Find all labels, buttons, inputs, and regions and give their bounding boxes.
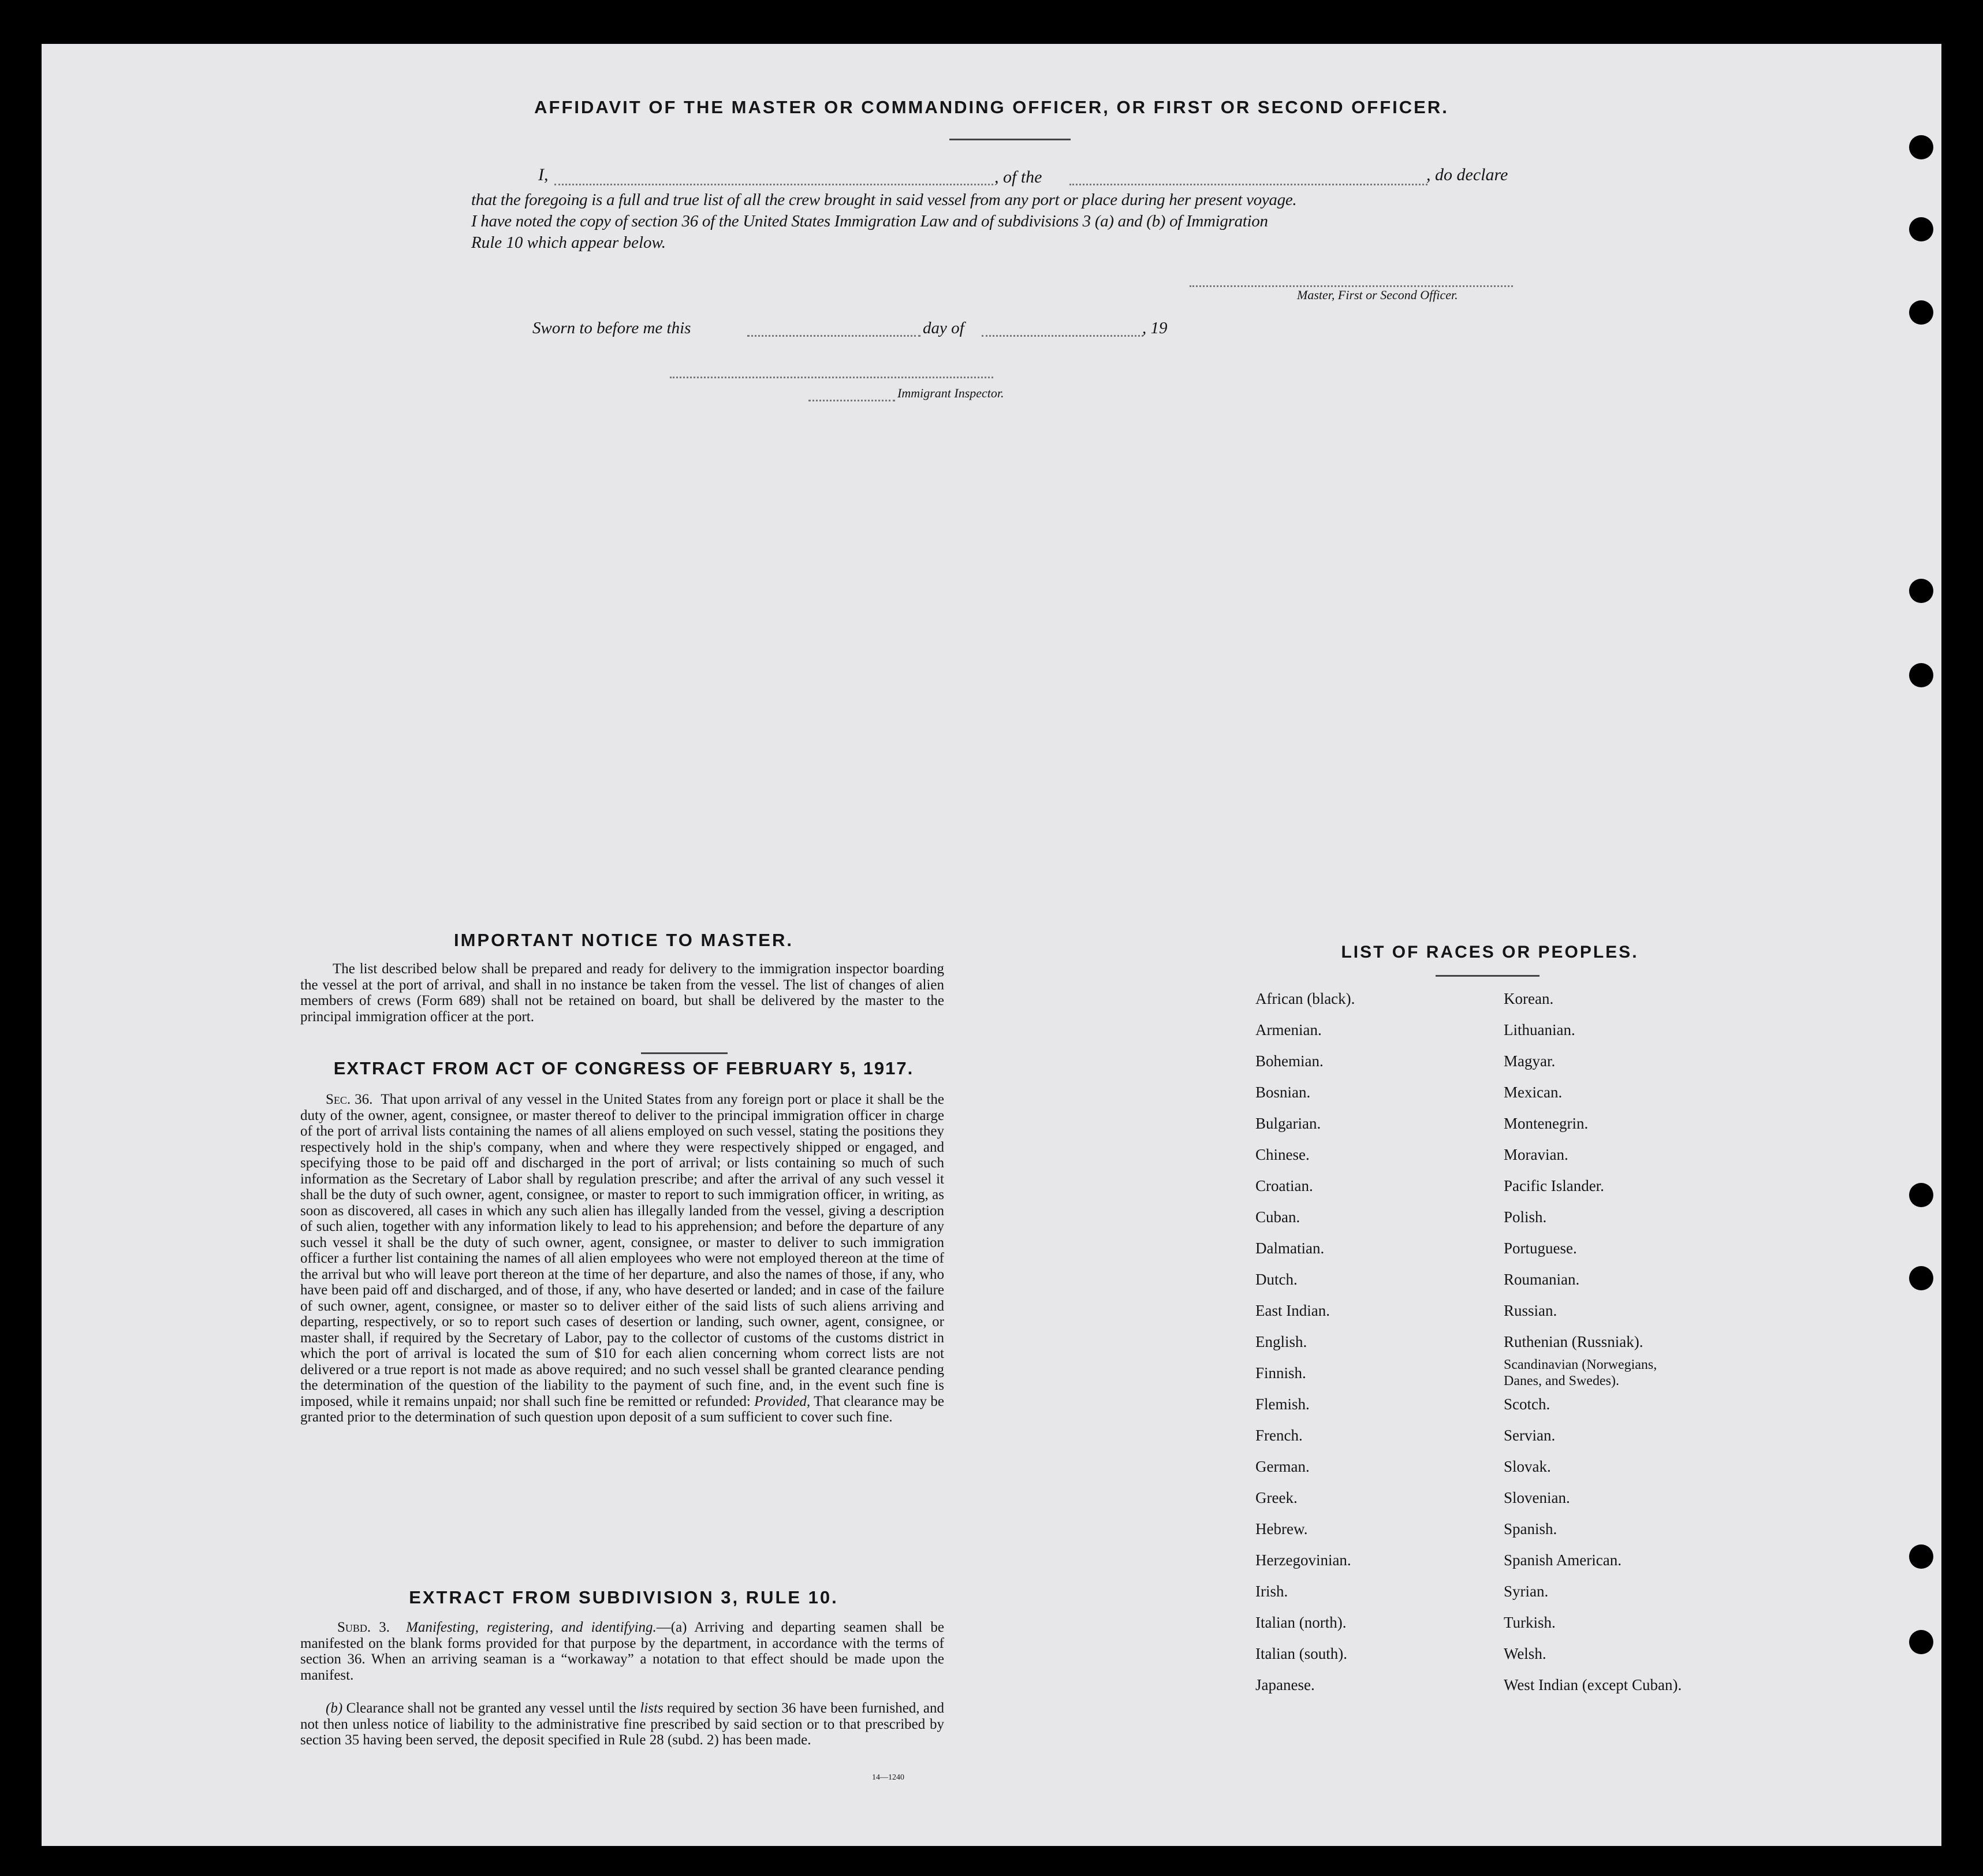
race-item: Slovenian. bbox=[1504, 1489, 1570, 1506]
affidavit-line: I have noted the copy of section 36 of the United States Immigration Law and of subdivisions 3 (a) and (b) of Immigration bbox=[471, 212, 1268, 230]
para-b-label: (b) bbox=[326, 1700, 343, 1716]
title-underline bbox=[949, 139, 1071, 140]
races-underline bbox=[1436, 975, 1540, 977]
race-item: English. bbox=[1255, 1333, 1307, 1350]
act-title: EXTRACT FROM ACT OF CONGRESS OF FEBRUARY 5, 1917. bbox=[333, 1058, 914, 1078]
affidavit-title: AFFIDAVIT OF THE MASTER OR COMMANDING OFFICER, OR FIRST OR SECOND OFFICER. bbox=[534, 97, 1449, 117]
notice-title: IMPORTANT NOTICE TO MASTER. bbox=[454, 930, 793, 950]
race-item: Greek. bbox=[1255, 1489, 1298, 1506]
race-item: Dutch. bbox=[1255, 1271, 1298, 1288]
race-item: Mexican. bbox=[1504, 1084, 1563, 1101]
para-b-lists: lists bbox=[640, 1700, 664, 1716]
signature-blank[interactable] bbox=[1190, 285, 1513, 287]
race-item: Chinese. bbox=[1255, 1146, 1310, 1163]
binder-hole bbox=[1909, 1266, 1933, 1290]
rule-para-b bbox=[300, 1700, 944, 1748]
race-item: Spanish American. bbox=[1504, 1551, 1622, 1569]
provided-label: Provided, bbox=[754, 1393, 811, 1409]
race-item: Scandinavian (Norwegians, Danes, and Swedes). bbox=[1504, 1357, 1657, 1389]
race-item: Roumanian. bbox=[1504, 1271, 1580, 1288]
race-item: Herzegovinian. bbox=[1255, 1551, 1351, 1569]
race-item: Lithuanian. bbox=[1504, 1021, 1575, 1038]
race-item: Turkish. bbox=[1504, 1614, 1556, 1631]
race-item: Welsh. bbox=[1504, 1645, 1546, 1662]
year-label: , 19 bbox=[1142, 319, 1168, 337]
inspector-label: Immigrant Inspector. bbox=[897, 386, 1004, 400]
sworn-label: Sworn to before me this bbox=[532, 319, 691, 337]
binder-hole bbox=[1909, 1183, 1933, 1207]
race-item: Russian. bbox=[1504, 1302, 1557, 1319]
inspector-signature-line[interactable] bbox=[670, 377, 993, 378]
race-item: Japanese. bbox=[1255, 1676, 1315, 1693]
affidavit-line: that the foregoing is a full and true list of all the crew brought in said vessel from any port or place during her present voyage. bbox=[471, 191, 1297, 209]
race-item: French. bbox=[1255, 1427, 1303, 1444]
race-item: Irish. bbox=[1255, 1583, 1288, 1600]
race-item: Pacific Islander. bbox=[1504, 1177, 1604, 1194]
race-item: Syrian. bbox=[1504, 1583, 1549, 1600]
races-left-column bbox=[1255, 983, 1355, 1700]
affidavit-text bbox=[471, 189, 1545, 254]
day-blank[interactable] bbox=[747, 335, 920, 337]
binder-hole bbox=[1909, 663, 1933, 687]
race-item: Italian (south). bbox=[1255, 1645, 1347, 1662]
signature-label: Master, First or Second Officer. bbox=[1297, 288, 1458, 302]
section-label: Sec. 36. bbox=[326, 1092, 373, 1107]
race-item: Servian. bbox=[1504, 1427, 1556, 1444]
races-right-column bbox=[1504, 983, 1682, 1700]
race-item: Armenian. bbox=[1255, 1021, 1322, 1038]
para-b-start: Clearance shall not be granted any vessel until the bbox=[346, 1700, 636, 1716]
binder-hole bbox=[1909, 135, 1933, 159]
day-of-label: day of bbox=[923, 319, 964, 337]
race-item: Flemish. bbox=[1255, 1395, 1310, 1413]
race-item: Bohemian. bbox=[1255, 1052, 1324, 1070]
para-a-text: Arriving and departing seamen shall be manifested on the blank forms provided for that purpose by the department, in accordance with the terms of section 36. When an arriving seaman is a “workaway” a notation to that effect should be made upon the manifest. bbox=[300, 1620, 944, 1683]
i-label: I, bbox=[538, 165, 549, 184]
race-item: West Indian (except Cuban). bbox=[1504, 1676, 1682, 1693]
act-body bbox=[300, 1092, 944, 1425]
binder-hole bbox=[1909, 217, 1933, 241]
of-the-label: , of the bbox=[994, 168, 1042, 187]
race-item: Montenegrin. bbox=[1504, 1115, 1589, 1132]
para-a-label: —(a) bbox=[656, 1620, 687, 1635]
race-item: Spanish. bbox=[1504, 1520, 1557, 1538]
binder-hole bbox=[1909, 1544, 1933, 1569]
race-item: Cuban. bbox=[1255, 1208, 1300, 1226]
races-title: LIST OF RACES OR PEOPLES. bbox=[1341, 943, 1639, 962]
binder-hole bbox=[1909, 579, 1933, 603]
race-item: African (black). bbox=[1255, 990, 1355, 1007]
inspector-blank[interactable] bbox=[808, 400, 895, 401]
affidavit-line: Rule 10 which appear below. bbox=[471, 233, 666, 252]
notice-underline bbox=[641, 1052, 728, 1054]
form-number: 14—1240 bbox=[872, 1773, 904, 1782]
race-item: Portuguese. bbox=[1504, 1240, 1577, 1257]
act-text-end: That clearance may be granted prior to the determination of such question upon deposit of a sum sufficient to cover such fine. bbox=[300, 1393, 944, 1425]
race-item: Dalmatian. bbox=[1255, 1240, 1325, 1257]
binder-hole bbox=[1909, 300, 1933, 325]
rule-para-a bbox=[300, 1620, 944, 1683]
race-item: German. bbox=[1255, 1458, 1310, 1475]
notice-body: The list described below shall be prepared and ready for delivery to the immigration inspector boarding the vessel at the port of arrival, and shall in no instance be taken from the vessel. The list of changes of alien members of crews (Form 689) shall not be retained on board, but shall be delivered by the master to the principal immigration officer at the port. bbox=[300, 961, 944, 1025]
race-item: East Indian. bbox=[1255, 1302, 1330, 1319]
race-item: Scotch. bbox=[1504, 1395, 1550, 1413]
name-blank[interactable] bbox=[554, 184, 993, 185]
race-item: Slovak. bbox=[1504, 1458, 1551, 1475]
para-b-end: required by section 36 have been furnished, and not then unless notice of liability to the administrative fine prescribed by said section or to that prescribed by section 35 having been served, the deposit specified in Rule 28 (subd. 2) has been made. bbox=[300, 1700, 945, 1748]
act-text: That upon arrival of any vessel in the United States from any foreign port or place it shall be the duty of the owner, agent, consignee, or master thereof to deliver to the principal immigration officer in charge of the port of arrival lists containing the names of all aliens employed on such vessel, stating the positions they respectively hold in the ship's company, when and where they were respectively shipped or engaged, and specifying those to be paid off and discharged in the port of arrival; or lists containing so much of such information as the Secretary of Labor shall by regulation prescribe; and after the arrival of any such vessel it shall be the duty of such owner, agent, consignee, or master to report to such immigration officer, in writing, as soon as discovered, all cases in which any such alien has illegally landed from the vessel, giving a description of such alien, together with any information likely to lead to his apprehension; and before the departure of any such vessel it shall be the duty of such owner, agent, consignee, or master to deliver to such immigration officer a further list containing the names of all alien employees who were not employed thereon at the time of the arrival but who will leave port thereon at the time of her departure, and also the names of those, if any, who have been paid off and discharged, and of those, if any, who have deserted or landed; and in case of the failure of such owner, agent, consignee, or master so to deliver either of the said lists of such aliens arriving and departing, respectively, or so to report such cases of desertion or landing, such owner, agent, consignee, or master shall, if required by the Secretary of Labor, pay to the collector of customs of the customs district in which the port of arrival is located the sum of $10 for each alien concerning whom correct lists are not delivered or a true report is not made as above required; and no such vessel shall be granted clearance pending the determination of the question of the liability to the payment of such fine, and, in the event such fine is imposed, while it remains unpaid; nor shall such fine be remitted or refunded: bbox=[300, 1092, 945, 1409]
race-item: Polish. bbox=[1504, 1208, 1547, 1226]
race-item: Moravian. bbox=[1504, 1146, 1568, 1163]
race-item: Ruthenian (Russniak). bbox=[1504, 1333, 1643, 1350]
rule-title: EXTRACT FROM SUBDIVISION 3, RULE 10. bbox=[409, 1587, 838, 1607]
race-item: Bosnian. bbox=[1255, 1084, 1311, 1101]
subd-heading: Manifesting, registering, and identifying. bbox=[406, 1620, 657, 1635]
race-item: Croatian. bbox=[1255, 1177, 1313, 1194]
do-declare-label: , do declare bbox=[1426, 165, 1508, 184]
vessel-blank[interactable] bbox=[1069, 184, 1427, 185]
race-item: Bulgarian. bbox=[1255, 1115, 1321, 1132]
race-item: Korean. bbox=[1504, 990, 1554, 1007]
race-item: Finnish. bbox=[1255, 1364, 1306, 1382]
race-item: Magyar. bbox=[1504, 1052, 1556, 1070]
month-blank[interactable] bbox=[982, 335, 1143, 337]
subd-label: Subd. 3. bbox=[337, 1620, 390, 1635]
race-item: Hebrew. bbox=[1255, 1520, 1308, 1538]
race-item: Italian (north). bbox=[1255, 1614, 1347, 1631]
binder-hole bbox=[1909, 1630, 1933, 1654]
